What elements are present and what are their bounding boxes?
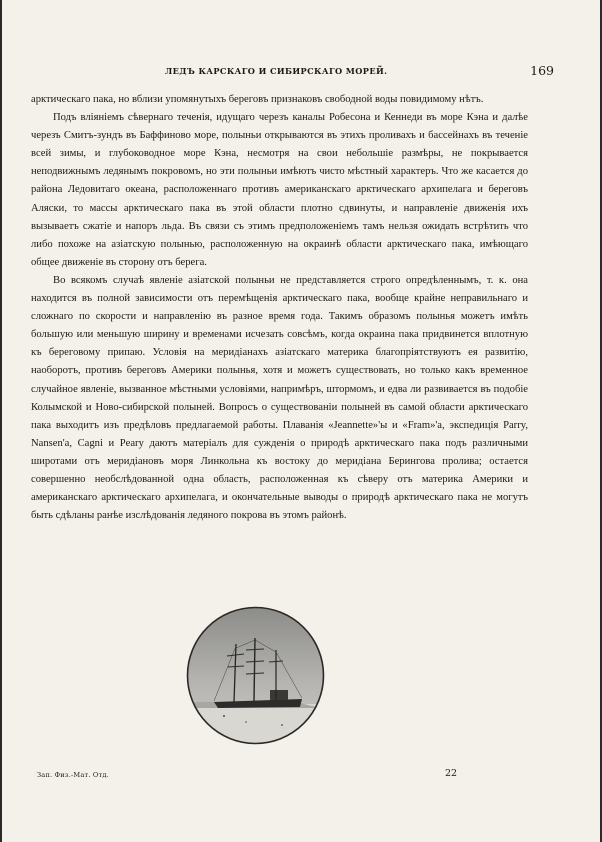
running-title: ЛЕДЪ КАРСКАГО И СИБИРСКАГО МОРЕЙ. xyxy=(165,66,388,76)
ship-in-ice-photo xyxy=(184,604,327,747)
paragraph-north-current: Подъ вліяніемъ сѣвернаго теченія, идущаго черезъ каналы Робесона и Кеннеди въ море Кэна и далѣе черезъ Смитъ-зундъ въ Баффиново море, полыньи открываются въ этихъ проливахъ и бассейнахъ въ теченіе всей зимы, и глубоководное море Кэна, несмотря на свои небольшіе размѣры, не покрывается неподвижнымъ ледянымъ покровомъ, но эти полыньи имѣютъ чисто мѣстный характеръ. Что же касается до района Ледовитаго океана, расположеннаго противъ американскаго арктическаго архипелага и береговъ Аляски, то массы арктическаго пака въ этой области плотно сдвинуты, и направленіе движенія ихъ вызываетъ сжатіе и напоръ льда. Въ связи съ этимъ предположеніемъ тамъ нельзя ожидать встрѣтить что либо похоже на азіатскую полынью, расположенную на окраинѣ области арктическаго пака, имѣющаго общее движеніе въ сторону отъ берега. xyxy=(31,112,528,268)
paragraph-continuation: арктическаго пака, но вблизи упомянутыхъ береговъ признаковъ свободной воды повидимому нѣтъ. xyxy=(31,94,484,105)
paragraph-asian-polynya: Во всякомъ случаѣ явленіе азіатской полыньи не представляется строго опредѣленнымъ, т. к. она находится въ полной зависимости отъ перемѣщенія арктическаго пака, вообще крайне неправильнаго и сложнаго по скорости и направленію въ разное время года. Такимъ образомъ полынья можетъ имѣть большую или меньшую ширину и временами исчезать совсѣмъ, когда окраина пака придвинется вплотную къ береговому припаю. Условія на меридіанахъ азіатскаго материка благопріятствуютъ ея развитію, наоборотъ, противъ береговъ Америки полынья, хотя и можетъ существовать, но только какъ временное случайное явленіе, вызванное мѣстными условіями, напримѣръ, штормомъ, и едва ли развивается въ подобіе Колымской и Ново-сибирской полыней. Вопросъ о существованіи полыней въ самой области арктическаго пака выходитъ изъ предѣловъ предлагаемой работы. Плаванія «Jeannette»'ы и «Fram»'а, экспедиція Parry, Nansen'a, Cagni и Peary даютъ матеріалъ для сужденія о природѣ арктическаго пака подъ различными широтами отъ меридіановъ моря Линкольна къ востоку до меридіана Берингова пролива; остается совершенно необслѣдованной одна область, расположенная къ сѣверу отъ материка Америки и американскаго арктическаго архипелага, и окончательные выводы о природѣ арктическаго пака не могутъ быть сдѣланы ранѣе изслѣдованія ледяного покрова въ этомъ районѣ. xyxy=(31,274,528,522)
page-header xyxy=(30,63,570,79)
footer-signature-mark: 22 xyxy=(445,768,458,779)
scan-edge-left xyxy=(0,0,2,842)
footer-series-title: Зап. Физ.-Мат. Отд. xyxy=(37,771,109,779)
page-number: 169 xyxy=(530,63,554,78)
body-text xyxy=(31,91,528,525)
